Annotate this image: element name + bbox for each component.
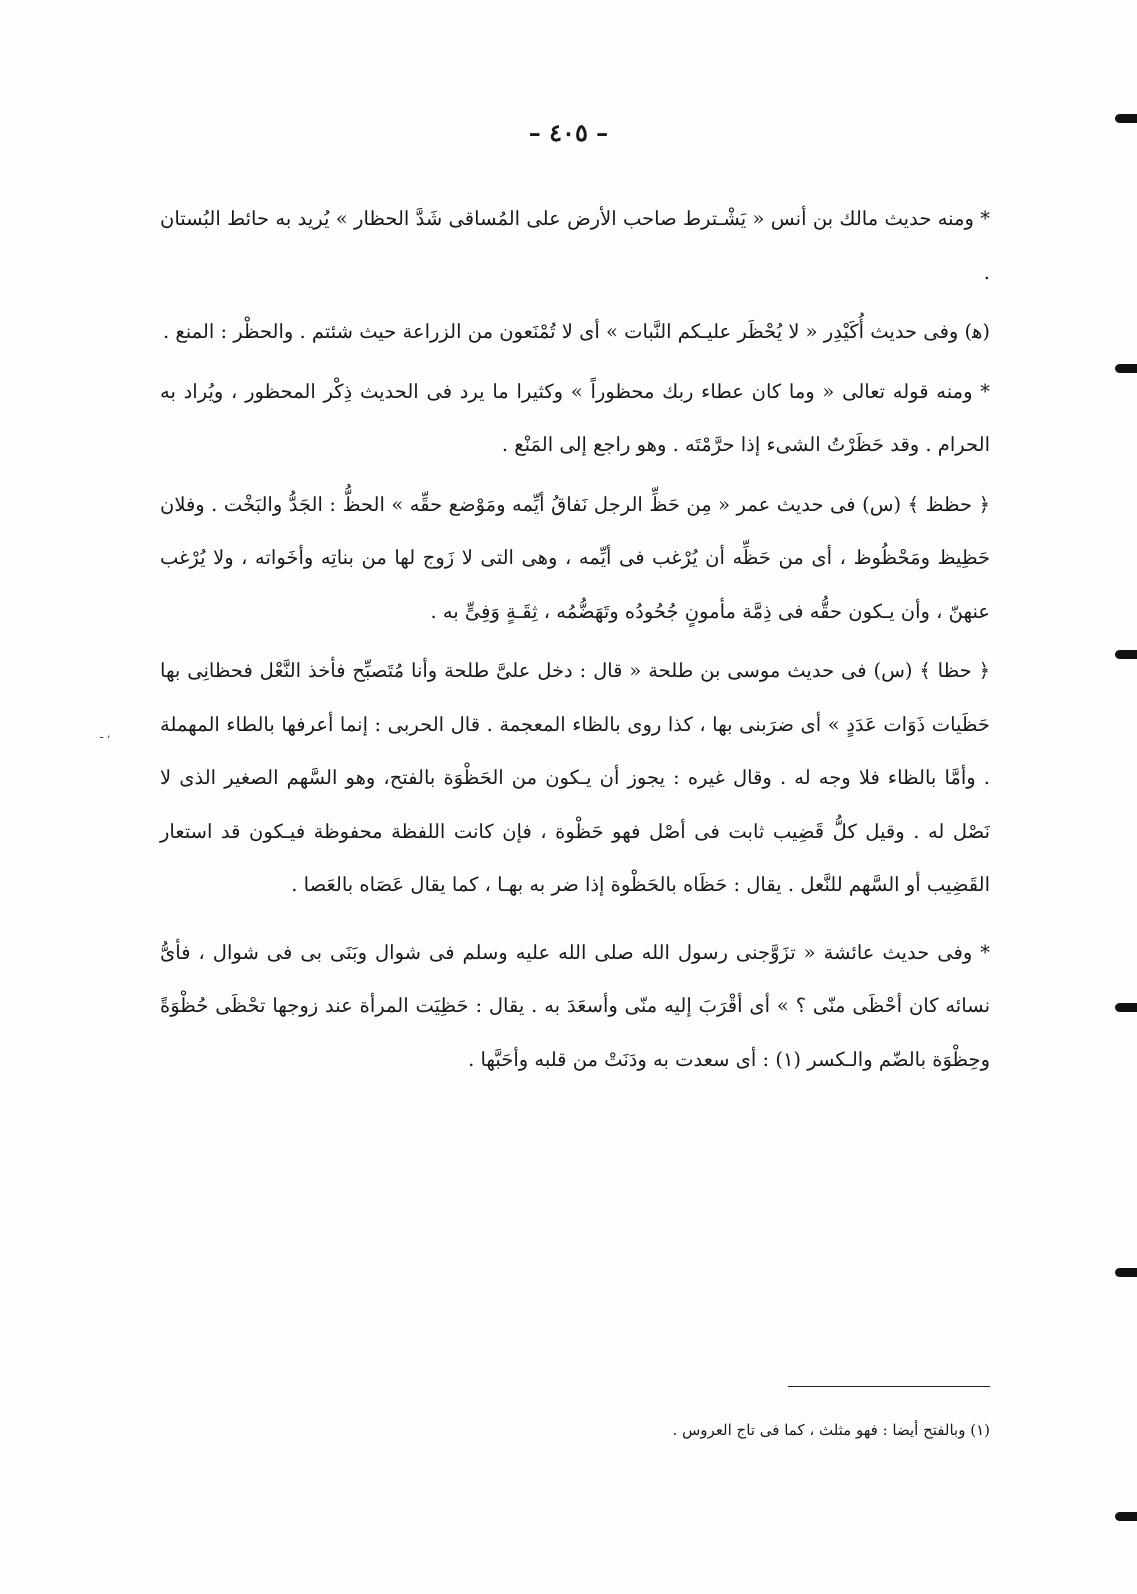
binding-edge-mark [1115,364,1137,373]
page-number: – ٤٠٥ – [528,118,609,147]
footnote-divider [788,1386,990,1387]
body-text [160,192,990,1092]
stray-mark: ـ ، [100,728,111,741]
binding-edge-mark [1115,650,1137,659]
paragraph-aisha: * وفى حديث عائشة « تزَوَّجنى رسول الله صلى الله عليه وسلم فى شوال وبَنَى بى فى شوال ، فأىُّ نسائه كان أحْظَى منّى ؟ » أى أقْرَبَ إليه منّى وأسعَدَ به . يقال : حَظِيَت المرأة عند زوجها تحْظَى حُظْوَةً وحِظْوَة بالضّم والـكسر (١) : أى سعدت به ودَنَتْ من قلبه وأحَبَّها . [160,940,990,1071]
footnote: (١) وبالفتح أيضا : فهو مثلث ، كما فى تاج العروس . [672,1421,990,1439]
binding-edge-mark [1115,114,1137,123]
binding-edge-mark [1115,1512,1137,1521]
paragraph-malik: * ومنه حديث مالك بن أنس « يَشْـترط صاحب الأرض على المُساقى شَدَّ الحظار » يُريد به حائط البُستان . [160,207,990,284]
paragraph-ukaydir: (ﻫ) وفى حديث أُكَيْدِر « لا يُحْظَر عليـكم النَّبات » أى لا تُمْنَعون من الزراعة حيث شئتم . والحظْر : المنع . [162,320,990,343]
binding-edge-mark [1115,1268,1137,1277]
paragraph-mahzur: * ومنه قوله تعالى « وما كان عطاء ربك محظوراً » وكثيرا ما يرد فى الحديث ذِكْر المحظور ، ويُراد به الحرام . وقد حَظَرْتُ الشىء إذا حرَّمْتَه . وهو راجع إلى المَنْع . [160,379,990,456]
entry-hazaz: ﴿ حظظ ﴾ (س) فى حديث عمر « مِن حَظِّ الرجل نَفاقُ أيِّمه ومَوْضع حقِّه » الحظُّ : الجَدُّ والبَخْت . وفلان حَظِيظ ومَحْظُوظ ، أى من حَظِّه أن يُرْغب فى أيِّمه ، وهى التى لا زَوج لها من بناتِه وأخَواته ، ولا يُرْغب عنهنّ ، وأن يـكون حقُّه فى ذِمَّة مأمونٍ جُحُودُه وتَهَضُّمُه ، ثِقَـةٍ وَفِىٍّ به . [160,492,990,623]
entry-haza: ﴿ حظا ﴾ (س) فى حديث موسى بن طلحة « قال : دخل علىَّ طلحة وأنا مُتَصبِّح فأخذ النَّعْل فحظانِى بها حَظَيات ذَوَات عَدَدٍ » أى ضرَبنى بها ، كذا روى بالظاء المعجمة . قال الحربى : إنما أعرفها بالطاء المهملة . وأمَّا بالظاء فلا وجه له . وقال غيره : يجوز أن يـكون من الحَظْوَة بالفتح، وهو السَّهم الصغير الذى لا نَصْل له . وقيل كلُّ قَضِيب ثابت فى أصْل فهو حَظْوة ، فإن كانت اللفظة محفوظة فيـكون قد استعار القَضِيب أو السَّهم للنَّعل . يقال : حَظَاه بالحَظْوة إذا ضر به بهـا ، كما يقال عَصَاه بالعَصا . [160,659,990,896]
binding-edge-mark [1115,1003,1137,1012]
